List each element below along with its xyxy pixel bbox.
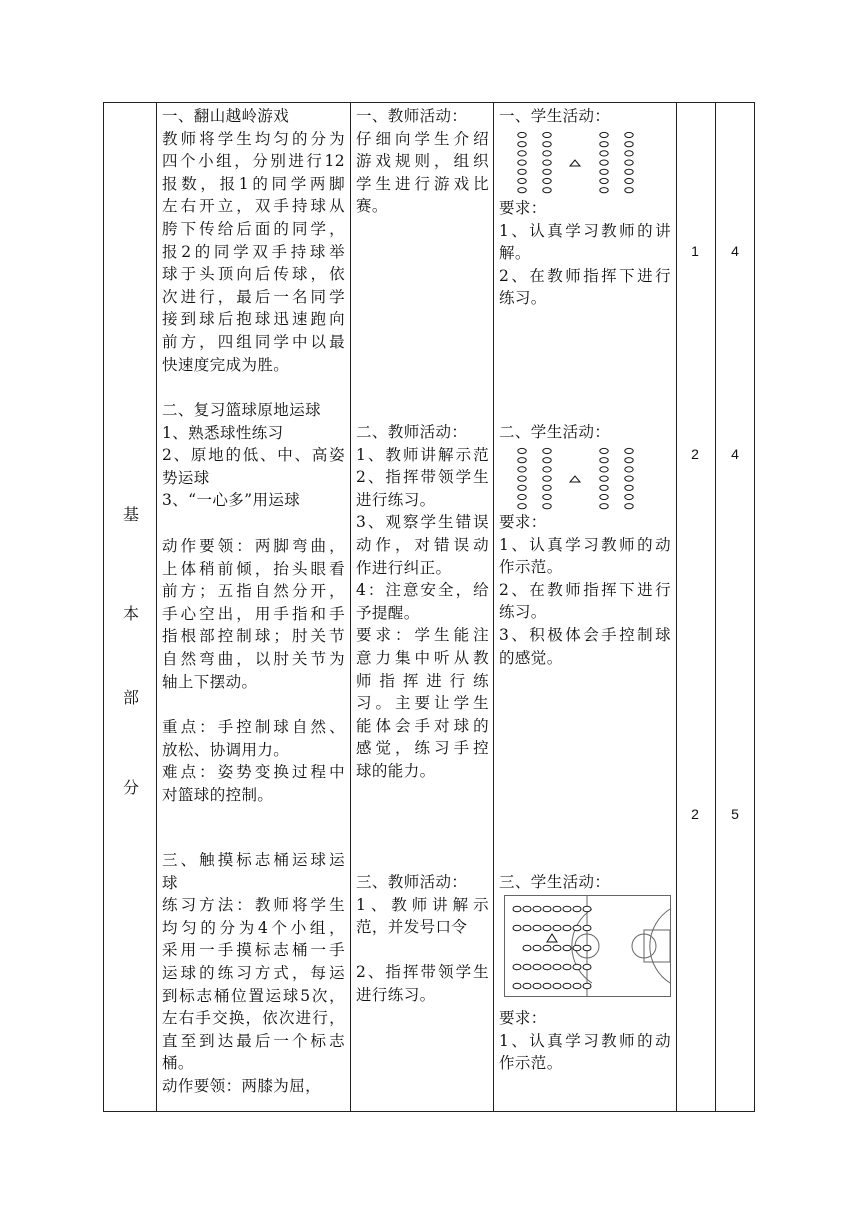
- player-icon: [583, 906, 591, 912]
- teacher-part3: [356, 871, 489, 1007]
- text-line: 2、在教师指挥下进行: [499, 580, 671, 599]
- section-char: 分: [122, 778, 139, 797]
- text-line: 2、指挥带领学生: [356, 468, 489, 487]
- text-line: 手心空出，用手指和手: [162, 604, 345, 623]
- text-line: 予提醒。: [356, 603, 420, 622]
- player-icon: [513, 964, 521, 970]
- player-icon: [563, 964, 571, 970]
- text-line: 要求：: [499, 199, 547, 217]
- text-line: 赛。: [356, 197, 388, 216]
- player-icon: [543, 906, 551, 912]
- player-icon: [543, 188, 551, 193]
- player-icon: [625, 448, 633, 453]
- player-icon: [518, 188, 526, 193]
- formation-diagram: [512, 447, 636, 513]
- text-line: 采用一手摸标志桶一手: [162, 941, 345, 960]
- text-line: 3、观察学生错误: [356, 513, 489, 532]
- text-line: 对篮球的控制。: [162, 785, 274, 804]
- count-a: 1: [691, 243, 699, 259]
- player-icon: [625, 132, 633, 137]
- player-icon: [553, 906, 561, 912]
- player-icon: [543, 925, 551, 931]
- player-icon: [543, 945, 551, 951]
- player-icon: [573, 906, 581, 912]
- text-line: 教师将学生均匀的分为: [162, 129, 345, 148]
- player-icon: [625, 151, 633, 156]
- player-icon: [518, 169, 526, 174]
- text-line: 仔细向学生介绍: [356, 129, 489, 148]
- player-icon: [523, 983, 531, 989]
- player-icon: [543, 458, 551, 463]
- text-line: 3、积极体会手控制球: [499, 625, 671, 644]
- text-line: 一、教师活动：: [356, 107, 468, 125]
- player-icon: [600, 160, 608, 165]
- part3-title: 球: [162, 873, 178, 892]
- player-icon: [583, 964, 591, 970]
- text-line: 次进行，最后一名同学: [162, 287, 345, 306]
- text-line: 学生进行游戏比: [356, 174, 489, 193]
- player-icon: [625, 485, 633, 490]
- player-icon: [543, 178, 551, 183]
- part1-title: 一、翻山越岭游戏: [162, 107, 290, 125]
- player-icon: [523, 945, 531, 951]
- text-line: 要求：学生能注: [356, 626, 489, 645]
- player-icon: [553, 983, 561, 989]
- player-icon: [518, 467, 526, 472]
- player-icon: [600, 458, 608, 463]
- part1-content: [162, 105, 345, 376]
- column-divider: [715, 103, 716, 1111]
- player-icon: [518, 504, 526, 509]
- basketball-court-diagram: [504, 895, 671, 997]
- player-icon: [600, 448, 608, 453]
- text-line: 练习。: [499, 289, 547, 308]
- lesson-plan-table: [103, 102, 755, 1112]
- player-icon: [553, 964, 561, 970]
- text-line: 桶。: [162, 1054, 194, 1073]
- text-line: 指根部控制球；肘关节: [162, 627, 345, 646]
- text-line: 3、“一心多”用运球: [162, 491, 301, 510]
- text-line: 胯下传给后面的同学，: [162, 219, 345, 238]
- player-icon: [600, 169, 608, 174]
- text-line: 范，并发号口令: [356, 918, 468, 937]
- player-icon: [600, 494, 608, 499]
- player-icon: [523, 906, 531, 912]
- teacher-part1: [356, 105, 489, 218]
- text-line: 球于头顶向后传球，依: [162, 265, 345, 284]
- text-line: 能体会手对球的: [356, 716, 489, 735]
- player-icon: [543, 476, 551, 481]
- player-icon: [513, 983, 521, 989]
- player-icon: [543, 964, 551, 970]
- player-icon: [625, 178, 633, 183]
- text-line: 习。主要让学生: [356, 694, 489, 713]
- text-line: 2、指挥带领学生: [356, 963, 489, 982]
- player-icon: [543, 169, 551, 174]
- player-icon: [600, 151, 608, 156]
- player-icon: [600, 485, 608, 490]
- player-icon: [573, 964, 581, 970]
- player-icon: [518, 132, 526, 137]
- player-icon: [533, 983, 541, 989]
- student-part3-req: [499, 1007, 671, 1075]
- player-icon: [518, 151, 526, 156]
- player-icon: [625, 160, 633, 165]
- count-a: 2: [691, 446, 699, 462]
- player-icon: [518, 178, 526, 183]
- text-line: 势运球: [162, 468, 210, 487]
- text-line: 动作，对错误动: [356, 535, 489, 554]
- column-divider: [350, 103, 351, 1111]
- text-line: 1、认真学习教师的动: [499, 535, 671, 554]
- teacher-part2: [356, 421, 489, 783]
- player-icon: [573, 925, 581, 931]
- text-line: 报数，报1的同学两脚: [162, 174, 345, 193]
- text-line: 进行练习。: [356, 985, 436, 1004]
- player-icon: [625, 169, 633, 174]
- text-line: 到标志桶位置运球5次，: [162, 986, 345, 1005]
- text-line: 上体稍前倾，抬头眼看: [162, 559, 345, 578]
- player-icon: [543, 983, 551, 989]
- student-part2-req: [499, 511, 671, 669]
- player-icon: [543, 448, 551, 453]
- player-icon: [563, 983, 571, 989]
- count-b: 4: [731, 243, 739, 259]
- player-icon: [625, 188, 633, 193]
- text-line: 意力集中听从教: [356, 648, 489, 667]
- part3-content: [162, 849, 345, 1098]
- player-icon: [573, 945, 581, 951]
- player-icon: [543, 504, 551, 509]
- text-line: 前方，四组同学中以最: [162, 332, 345, 351]
- player-icon: [625, 142, 633, 147]
- player-icon: [533, 925, 541, 931]
- player-icon: [518, 142, 526, 147]
- text-line: 要求：: [499, 1009, 547, 1027]
- player-icon: [583, 983, 591, 989]
- player-icon: [513, 906, 521, 912]
- text-line: 二、学生活动：: [499, 423, 611, 441]
- player-icon: [533, 964, 541, 970]
- text-line: 运球的练习方式，每运: [162, 963, 345, 982]
- player-icon: [543, 467, 551, 472]
- text-line: 2、在教师指挥下进行: [499, 266, 671, 285]
- player-icon: [523, 925, 531, 931]
- player-icon: [563, 925, 571, 931]
- player-icon: [600, 476, 608, 481]
- player-icon: [600, 178, 608, 183]
- player-icon: [625, 476, 633, 481]
- player-icon: [513, 925, 521, 931]
- player-icon: [518, 448, 526, 453]
- count-a: 2: [691, 806, 699, 822]
- player-icon: [625, 494, 633, 499]
- column-divider: [493, 103, 494, 1111]
- text-line: 一、学生活动：: [499, 107, 611, 125]
- text-line: [356, 939, 489, 962]
- player-icon: [563, 945, 571, 951]
- text-line: 要求：: [499, 513, 547, 531]
- text-line: 作示范。: [499, 558, 563, 577]
- player-icon: [543, 485, 551, 490]
- part2-essentials: [162, 535, 345, 693]
- text-line: 四个小组，分别进行12: [162, 152, 345, 171]
- player-icon: [553, 925, 561, 931]
- player-icon: [533, 945, 541, 951]
- text-line: 接到球后抱球迅速跑向: [162, 310, 345, 329]
- section-char: 部: [122, 688, 139, 707]
- column-divider: [676, 103, 677, 1111]
- text-line: 直至到达最后一个标志: [162, 1031, 345, 1050]
- text-line: 1、认真学习教师的讲: [499, 221, 671, 240]
- player-icon: [518, 160, 526, 165]
- player-icon: [543, 160, 551, 165]
- teacher-icon: [570, 160, 580, 166]
- text-line: 的感觉。: [499, 648, 563, 667]
- player-icon: [600, 132, 608, 137]
- text-line: 1、熟悉球性练习: [162, 423, 284, 442]
- part3-title: 三、触摸标志桶运球运: [162, 851, 345, 869]
- text-line: 自然弯曲，以肘关节为: [162, 649, 345, 668]
- player-icon: [518, 458, 526, 463]
- player-icon: [625, 467, 633, 472]
- section-char: 本: [122, 604, 139, 623]
- text-line: 感觉，练习手控: [356, 739, 489, 758]
- player-icon: [583, 945, 591, 951]
- text-line: 三、教师活动：: [356, 873, 468, 891]
- player-icon: [625, 504, 633, 509]
- text-line: 快速度完成为胜。: [162, 355, 290, 374]
- student-part3-title-block: [499, 871, 671, 894]
- text-line: 三、学生活动：: [499, 873, 611, 891]
- student-part1-title-block: [499, 105, 671, 128]
- text-line: 重点：手控制球自然、: [162, 718, 345, 736]
- text-line: 练习。: [499, 603, 547, 622]
- text-line: 游戏规则，组织: [356, 152, 489, 171]
- teacher-icon: [547, 934, 557, 942]
- text-line: 难点：姿势变换过程中: [162, 763, 345, 782]
- count-b: 5: [731, 806, 739, 822]
- student-part2-title-block: [499, 421, 671, 444]
- part2-title: 二、复习篮球原地运球: [162, 401, 322, 419]
- player-icon: [583, 925, 591, 931]
- part2-content: [162, 399, 345, 512]
- text-line: 进行练习。: [356, 490, 436, 509]
- text-line: 左右开立，双手持球从: [162, 197, 345, 216]
- text-line: 球的能力。: [356, 761, 436, 780]
- text-line: 均匀的分为4个小组，: [162, 918, 345, 937]
- text-line: 1、教师讲解示范: [356, 445, 489, 464]
- text-line: 解。: [499, 244, 531, 263]
- text-line: 作示范。: [499, 1054, 563, 1073]
- text-line: 4：注意安全，给: [356, 581, 489, 600]
- player-icon: [543, 494, 551, 499]
- player-icon: [543, 142, 551, 147]
- text-line: 左右手交换，依次进行，: [162, 1009, 345, 1028]
- player-icon: [543, 132, 551, 137]
- player-icon: [600, 188, 608, 193]
- three-point-arc: [650, 909, 670, 983]
- player-icon: [573, 983, 581, 989]
- formation-diagram: [512, 131, 636, 197]
- text-line: 动作要领：两脚弯曲，: [162, 537, 345, 555]
- part2-key-points: [162, 716, 345, 806]
- player-icon: [563, 906, 571, 912]
- text-line: 二、教师活动：: [356, 423, 468, 441]
- player-icon: [600, 467, 608, 472]
- text-line: 动作要领：两膝为屈，: [162, 1076, 322, 1095]
- teacher-icon: [570, 476, 580, 482]
- text-line: 练习方法：教师将学生: [162, 896, 345, 915]
- text-line: 前方；五指自然分开，: [162, 582, 345, 601]
- section-char: 基: [122, 505, 139, 524]
- text-line: 放松、协调用力。: [162, 740, 290, 759]
- player-icon: [600, 142, 608, 147]
- player-icon: [533, 906, 541, 912]
- text-line: 2、原地的低、中、高姿: [162, 446, 345, 465]
- player-icon: [600, 504, 608, 509]
- player-icon: [625, 458, 633, 463]
- text-line: 1、教师讲解示: [356, 895, 489, 914]
- text-line: 报2的同学双手持球举: [162, 242, 345, 261]
- count-b: 4: [731, 446, 739, 462]
- player-icon: [518, 476, 526, 481]
- player-icon: [553, 945, 561, 951]
- text-line: 作进行纠正。: [356, 558, 452, 577]
- player-icon: [518, 485, 526, 490]
- player-icon: [543, 151, 551, 156]
- text-line: 轴上下摆动。: [162, 672, 258, 691]
- student-part1-req: [499, 197, 671, 310]
- text-line: 1、认真学习教师的动: [499, 1031, 671, 1050]
- text-line: 师指挥进行练: [356, 671, 489, 690]
- player-icon: [523, 964, 531, 970]
- player-icon: [518, 494, 526, 499]
